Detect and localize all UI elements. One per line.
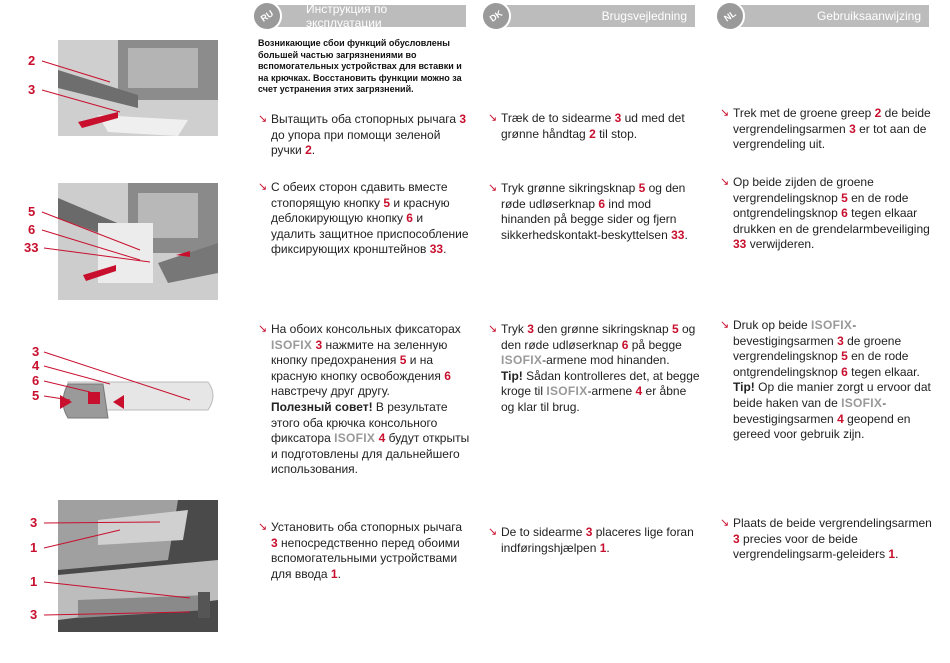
callout-number: 6: [32, 373, 40, 388]
callout-number: 3: [30, 515, 38, 530]
arrow-bullet-icon: ↘: [488, 526, 498, 538]
step2-ru: ↘ С обеих сторон сдавить вместе стопорящую кнопку 5 и красную деблокирующую кнопку 6 и удалить защитное приспособление фиксирующих кронштейнов 33.: [258, 180, 469, 257]
step1-dk: ↘ Træk de to sidearme 3 ud med det grønne håndtag 2 til stop.: [488, 111, 685, 141]
arrow-bullet-icon: ↘: [488, 323, 498, 335]
header-ru: [258, 2, 466, 30]
header-title-nl: Gebruiksaanwijzing: [816, 9, 921, 23]
step1-nl: ↘ Trek met de groene greep 2 de beide vergrendelingsarmen 3 er tot aan de vergrendeling uit.: [720, 106, 931, 152]
illustration-step-2: [58, 183, 218, 300]
callout-number: 2: [28, 53, 36, 68]
header-nl: [721, 5, 929, 27]
callout-number: 1: [30, 540, 38, 555]
header-dk: [487, 5, 695, 27]
isofix-arm-illustration: [58, 340, 218, 430]
step2-nl: ↘ Op beide zijden de groene vergrendelingsknop 5 en de rode ontgrendelingsknop 6 tegen elkaar drukken en de grendelarmbeveiliging 33 verwijderen.: [720, 175, 930, 252]
header-title-ru: Инструкция по эксплуатации: [306, 2, 388, 30]
arrow-bullet-icon: ↘: [720, 176, 730, 188]
arrow-bullet-icon: ↘: [488, 112, 498, 124]
step3-dk: ↘ Tryk 3 den grønne sikringsknap 5 og den røde udløserknap 6 på begge ISOFIX-armene mod hinanden. Tip! Sådan kontrolleres det, at begge kroge til ISOFIX-armene 4 er åbne og klar til brug.: [488, 322, 700, 414]
callout-number: 5: [28, 204, 36, 219]
callout-number: 1: [30, 574, 38, 589]
step4-nl: ↘ Plaats de beide vergrendelingsarmen 3 precies voor de beide vergrendelingsarm-geleiders 1.: [720, 516, 932, 562]
arrow-bullet-icon: ↘: [720, 319, 730, 331]
callout-number: 4: [32, 358, 40, 373]
lang-badge-ru: RU: [246, 0, 288, 37]
callout-number: 6: [28, 222, 36, 237]
lang-badge-nl: NL: [709, 0, 751, 37]
callout-number: 3: [28, 82, 36, 97]
arrow-bullet-icon: ↘: [258, 323, 268, 335]
step4-ru: ↘ Установить оба стопорных рычага 3 непосредственно перед обоими вспомогательными устройствами для ввода 1.: [258, 520, 463, 581]
arrow-bullet-icon: ↘: [720, 517, 730, 529]
guide-placement-illustration: [58, 500, 218, 632]
car-seat-lever-illustration: [58, 40, 218, 136]
arrow-bullet-icon: ↘: [258, 113, 268, 125]
step1-ru: ↘ Вытащить оба стопорных рычага 3 до упора при помощи зеленой ручки 2.: [258, 112, 467, 158]
step3-nl: ↘ Druk op beide ISOFIX-bevestigingsarmen 3 de groene vergrendelingsknop 5 en de rode ontgrendelingsknop 6 tegen elkaar. Tip! Op die manier zorgt u ervoor dat beide haken van de ISOFIX-bevestigingsarmen 4 geopend en gereed voor gebruik zijn.: [720, 318, 931, 442]
illustration-step-1: [58, 40, 218, 136]
step4-dk: ↘ De to sidearme 3 placeres lige foran indføringshjælpen 1.: [488, 525, 694, 555]
callout-number: 3: [30, 607, 38, 622]
illustration-step-4: [58, 500, 218, 632]
arrow-bullet-icon: ↘: [258, 521, 268, 533]
intro-text-ru: Возникающие сбои функций обусловлены большей частью загрязнениями во вспомогательных устройствах для вставки и на крючках. Восстановить функции можно за счет устранения этих загрязнений.: [258, 38, 462, 95]
arrow-bullet-icon: ↘: [720, 107, 730, 119]
header-title-dk: Brugsvejledning: [601, 9, 687, 23]
lang-badge-dk: DK: [475, 0, 517, 37]
arrow-bullet-icon: ↘: [258, 181, 268, 193]
callout-number: 3: [32, 344, 40, 359]
step3-ru: ↘ На обоих консольных фиксаторах ISOFIX 3 нажмите на зеленную кнопку предохранения 5 и на красную кнопку освобождения 6 навстречу друг другу. Полезный совет! В результате этого оба крючка консольного фиксатора ISOFIX 4 будут открыты и подготовлены для дальнейшего использования.: [258, 322, 470, 477]
arrow-bullet-icon: ↘: [488, 182, 498, 194]
button-press-illustration: [58, 183, 218, 300]
callout-number: 5: [32, 388, 40, 403]
step2-dk: ↘ Tryk grønne sikringsknap 5 og den røde udløserknap 6 ind mod hinanden på begge sider og fjern sikkerhedskontakt-beskyttelsen 33.: [488, 181, 688, 242]
callout-number: 33: [24, 240, 39, 255]
illustration-step-3: [58, 340, 218, 430]
